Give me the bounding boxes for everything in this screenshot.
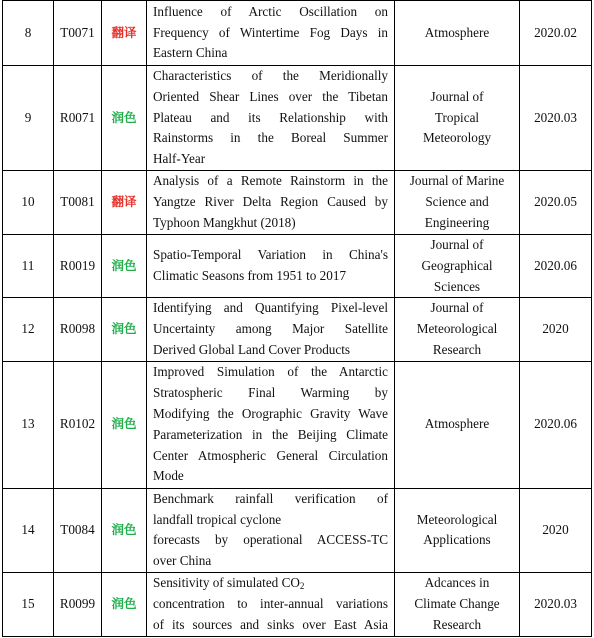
title-line: Uncertainty among Major Satellite <box>153 321 388 337</box>
row-number: 8 <box>3 1 54 66</box>
row-number: 12 <box>3 298 54 361</box>
table-row <box>3 235 592 298</box>
title-line: Climatic Seasons from 1951 to 2017 <box>153 268 347 284</box>
table-row <box>3 298 592 361</box>
row-number: 9 <box>3 66 54 171</box>
row-journal <box>395 171 520 235</box>
row-journal <box>395 488 520 572</box>
row-tag: 润色 <box>102 298 147 361</box>
journal-line: Meteorological <box>416 511 498 527</box>
row-title <box>147 298 395 361</box>
row-journal <box>395 235 520 298</box>
row-date: 2020 <box>520 488 592 572</box>
title-line: Mode <box>153 468 184 484</box>
title-line: Influence of Arctic Oscillation on <box>153 3 388 19</box>
journal-line: Adcances in <box>424 575 490 591</box>
title-line: Typhoon Mangkhut (2018) <box>153 214 296 230</box>
row-number: 10 <box>3 171 54 235</box>
row-tag: 润色 <box>102 66 147 171</box>
title-line: Improved Simulation of the Antarctic <box>153 364 388 380</box>
journal-line: Atmosphere <box>424 24 490 40</box>
title-line: over China <box>153 553 212 569</box>
row-date: 2020.03 <box>520 572 592 636</box>
title-line: concentration to inter-annual variations <box>153 596 388 612</box>
row-title <box>147 66 395 171</box>
title-line: of its sources and sinks over East Asia <box>153 616 388 632</box>
row-date: 2020.03 <box>520 66 592 171</box>
row-date: 2020.05 <box>520 171 592 235</box>
title-line: Parameterization in the Beijing Climate <box>153 426 388 442</box>
row-number: 11 <box>3 235 54 298</box>
row-code: R0099 <box>54 572 102 636</box>
row-title <box>147 361 395 488</box>
journal-line: Science and <box>425 194 489 210</box>
row-tag: 润色 <box>102 572 147 636</box>
journal-line: Applications <box>423 532 491 548</box>
journal-line: Climate Change <box>414 596 500 612</box>
row-code: T0081 <box>54 171 102 235</box>
journal-line: Meteorology <box>422 130 492 146</box>
row-journal <box>395 1 520 66</box>
row-title <box>147 171 395 235</box>
row-code: R0071 <box>54 66 102 171</box>
row-date: 2020.02 <box>520 1 592 66</box>
title-text: Sensitivity of simulated CO <box>153 575 300 591</box>
title-line: Derived Global Land Cover Products <box>153 341 351 357</box>
journal-line: Research <box>432 341 482 357</box>
journal-line: Tropical <box>434 109 480 125</box>
row-date: 2020.06 <box>520 235 592 298</box>
title-line: Oriented Shear Lines over the Tibetan <box>153 88 388 104</box>
row-title <box>147 1 395 66</box>
table-row <box>3 66 592 171</box>
title-line: Characteristics of the Meridionally <box>153 68 388 83</box>
title-line: Identifying and Quantifying Pixel-level <box>153 300 388 316</box>
row-tag: 润色 <box>102 361 147 488</box>
title-line: Yangtze River Delta Region Caused by <box>153 194 388 210</box>
row-code: T0084 <box>54 488 102 572</box>
journal-line: Meteorological <box>416 321 498 337</box>
papers-table <box>2 0 592 637</box>
row-number: 13 <box>3 361 54 488</box>
title-line: Half-Year <box>153 151 206 167</box>
table-row <box>3 488 592 572</box>
row-tag: 润色 <box>102 488 147 572</box>
row-code: R0019 <box>54 235 102 298</box>
title-line: Frequency of Wintertime Fog Days in <box>153 24 388 40</box>
title-line: Rainstorms in the Boreal Summer <box>153 130 388 146</box>
table-row <box>3 572 592 636</box>
title-line: Modifying the Orographic Gravity Wave <box>153 405 388 421</box>
row-title <box>147 572 395 636</box>
title-line: Plateau and its Relationship with <box>153 109 388 125</box>
table-row <box>3 361 592 488</box>
journal-line: Geographical <box>421 257 493 273</box>
row-date: 2020.06 <box>520 361 592 488</box>
title-line: forecasts by operational ACCESS-TC <box>153 532 388 548</box>
row-date: 2020 <box>520 298 592 361</box>
row-code: R0102 <box>54 361 102 488</box>
journal-line: Atmosphere <box>424 416 490 432</box>
title-line: Benchmark rainfall verification of <box>153 490 388 506</box>
row-tag: 翻译 <box>102 171 147 235</box>
row-title <box>147 235 395 298</box>
row-title <box>147 488 395 572</box>
table-row <box>3 171 592 235</box>
row-journal <box>395 66 520 171</box>
journal-line: Research <box>432 616 482 632</box>
journal-line: Journal of Marine <box>409 173 505 189</box>
journal-line: Journal of <box>430 300 484 316</box>
row-number: 15 <box>3 572 54 636</box>
title-line: Stratospheric Final Warming by <box>153 385 388 401</box>
row-journal <box>395 572 520 636</box>
table-row <box>3 1 592 66</box>
row-journal <box>395 298 520 361</box>
title-line <box>153 573 388 594</box>
title-line: Center Atmospheric General Circulation <box>153 447 388 463</box>
title-line: landfall tropical cyclone <box>153 511 282 527</box>
row-number: 14 <box>3 488 54 572</box>
row-journal <box>395 361 520 488</box>
journal-line: Journal of <box>430 237 484 252</box>
journal-line: Sciences <box>433 278 481 294</box>
title-line: Spatio-Temporal Variation in China's <box>153 247 388 263</box>
row-tag: 润色 <box>102 235 147 298</box>
papers-table-body <box>3 1 592 637</box>
journal-line: Engineering <box>424 214 490 230</box>
row-tag: 翻译 <box>102 1 147 66</box>
journal-line: Journal of <box>430 88 484 104</box>
row-code: T0071 <box>54 1 102 66</box>
row-code: R0098 <box>54 298 102 361</box>
title-line: Eastern China <box>153 45 228 61</box>
title-line: Analysis of a Remote Rainstorm in the <box>153 173 388 189</box>
subscript: 2 <box>299 581 305 592</box>
